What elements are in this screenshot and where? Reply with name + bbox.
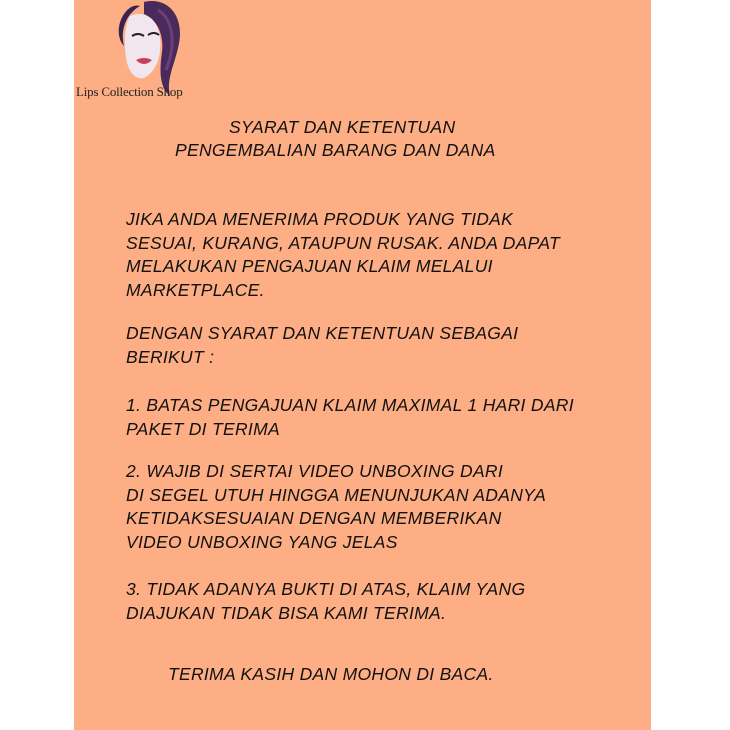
conditions-intro-paragraph: DENGAN SYARAT DAN KETENTUAN SEBAGAI BERIKUT : [126,323,519,367]
heading-line-2: PENGEMBALIAN BARANG DAN DANA [175,140,496,160]
heading-line-1: SYARAT DAN KETENTUAN [229,117,456,137]
poster [74,0,651,730]
closing-text: TERIMA KASIH DAN MOHON DI BACA. [168,664,494,684]
brand-name: Lips Collection Shop [76,84,183,99]
rule-2: 2. WAJIB DI SERTAI VIDEO UNBOXING DARI DI SEGEL UTUH HINGGA MENUNJUKAN ADANYA KETIDAKSESUAIAN DENGAN MEMBERIKAN VIDEO UNBOXING YANG JELAS [126,461,547,552]
intro-paragraph: JIKA ANDA MENERIMA PRODUK YANG TIDAK SESUAI, KURANG, ATAUPUN RUSAK. ANDA DAPAT MELAKUKAN PENGAJUAN KLAIM MELALUI MARKETPLACE. [126,209,560,300]
brand-logo [74,0,214,115]
rule-1: 1. BATAS PENGAJUAN KLAIM MAXIMAL 1 HARI DARI PAKET DI TERIMA [126,395,574,439]
rule-3: 3. TIDAK ADANYA BUKTI DI ATAS, KLAIM YANG DIAJUKAN TIDAK BISA KAMI TERIMA. [126,579,526,623]
